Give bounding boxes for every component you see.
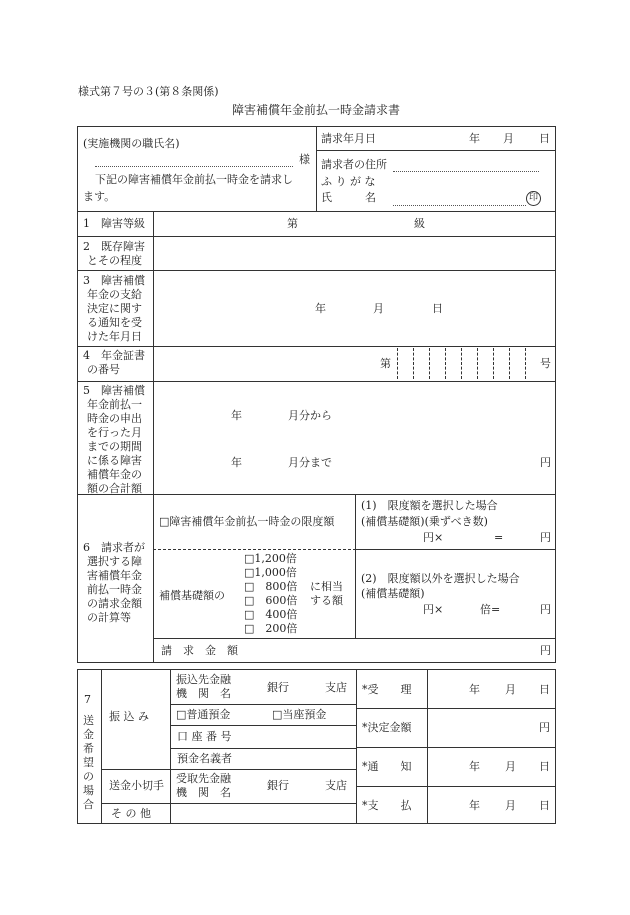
name-label: 氏 名 — [321, 191, 376, 204]
office-payment-day: 日 — [539, 799, 550, 812]
sec6-label-5: の請求金額 — [87, 597, 142, 610]
date-day: 日 — [539, 132, 550, 145]
office-payment-label: *支 払 — [362, 799, 412, 812]
check-label: 送金小切手 — [109, 779, 164, 792]
opt2-times-eq: 倍= — [480, 603, 501, 616]
period-label-2: 年金前払一 — [87, 398, 142, 411]
date-label: 請求年月日 — [321, 132, 376, 145]
page-title: 障害補償年金前払一時金請求書 — [232, 103, 401, 117]
period-label-3: 時金の申出 — [87, 412, 142, 425]
certificate-label-1: 4 年金証書 — [83, 349, 145, 362]
office-payment-year: 年 — [469, 799, 480, 812]
office-decided-amount-yen: 円 — [539, 721, 550, 734]
opt1-eq: = — [494, 531, 504, 544]
period-to: 月分まで — [288, 456, 332, 469]
sec6-label-3: 害補償年金 — [87, 569, 142, 582]
multiplier-1000-checkbox[interactable]: □1,000倍 — [244, 566, 297, 579]
period-yen: 円 — [540, 456, 551, 469]
date-year: 年 — [469, 132, 480, 145]
recv-branch: 支店 — [325, 779, 347, 792]
certificate-dai: 第 — [380, 357, 391, 370]
recv-bank: 銀行 — [267, 779, 289, 792]
certificate-label-2: の番号 — [87, 363, 120, 376]
period-label-8: 額の合計額 — [87, 482, 142, 495]
opt2-title: (2) 限度額以外を選択した場合 — [361, 572, 520, 585]
decision-year: 年 — [315, 302, 326, 315]
decision-date-label-3: 決定に関す — [87, 302, 142, 315]
sec7-number: 7 — [84, 693, 91, 706]
office-payment-month: 月 — [505, 799, 516, 812]
office-notice-label: *通 知 — [362, 760, 412, 773]
period-label-7: 補償年金の — [87, 468, 142, 481]
period-from: 月分から — [288, 409, 332, 422]
opt1-yen-x: 円× — [423, 531, 444, 544]
equiv-1: に相当 — [310, 580, 343, 593]
seal-icon: 印 — [526, 191, 541, 206]
form-number: 様式第７号の３(第８条関係) — [78, 85, 219, 98]
sec6-label-4: 前払一時金 — [87, 583, 142, 596]
request-line-1: 下記の障害補償年金前払一時金を請求し — [95, 173, 293, 186]
period-label-6: に係る障害 — [87, 454, 142, 467]
current-deposit-checkbox[interactable]: □当座預金 — [272, 708, 327, 721]
institution-name-field[interactable] — [95, 166, 293, 167]
basic-amount-label: 補償基礎額の — [159, 589, 225, 602]
opt2-yen-x: 円× — [423, 603, 444, 616]
grade-label: 1 障害等級 — [83, 217, 145, 230]
multiplier-1200-checkbox[interactable]: □1,200倍 — [244, 552, 297, 565]
date-month: 月 — [503, 132, 514, 145]
recv-bank-label-1: 受取先金融 — [176, 772, 231, 785]
multiplier-200-checkbox[interactable]: □ 200倍 — [244, 622, 298, 635]
transfer-bank: 銀行 — [267, 681, 289, 694]
multiplier-600-checkbox[interactable]: □ 600倍 — [244, 594, 298, 607]
limit-option-checkbox[interactable]: □障害補償年金前払一時金の限度額 — [159, 515, 335, 528]
account-holder-label: 預金名義者 — [177, 752, 232, 765]
office-received-year: 年 — [469, 683, 480, 696]
equiv-2: する額 — [310, 594, 343, 607]
multiplier-400-checkbox[interactable]: □ 400倍 — [244, 608, 298, 621]
account-number-label: 口 座 番 号 — [177, 730, 232, 743]
decision-month: 月 — [373, 302, 384, 315]
opt1-sub: (補償基礎額)(乗ずべき数) — [361, 515, 488, 528]
transfer-branch: 支店 — [325, 681, 347, 694]
recv-bank-label-2: 機 関 名 — [176, 786, 231, 799]
office-decided-amount-label: *決定金額 — [362, 721, 412, 734]
certificate-go: 号 — [540, 357, 551, 370]
decision-date-label-1: 3 障害補償 — [83, 274, 145, 287]
office-notice-year: 年 — [469, 760, 480, 773]
period-to-year: 年 — [231, 456, 242, 469]
transfer-label: 振 込 み — [109, 710, 149, 723]
grade-kyu: 級 — [414, 217, 425, 230]
address-label: 請求者の住所 — [321, 158, 387, 171]
opt1-title: (1) 限度額を選択した場合 — [361, 499, 498, 512]
office-notice-month: 月 — [505, 760, 516, 773]
opt2-sub: (補償基礎額) — [361, 587, 425, 600]
office-received-day: 日 — [539, 683, 550, 696]
period-label-4: を行った月 — [87, 426, 142, 439]
office-received-month: 月 — [505, 683, 516, 696]
sec6-label-1: 6 請求者が — [83, 541, 145, 554]
sec7-vertical-label: 送金希望の場合 — [83, 714, 94, 811]
transfer-bank-label-1: 振込先金融 — [176, 673, 231, 686]
office-received-label: *受 理 — [362, 683, 412, 696]
office-notice-day: 日 — [539, 760, 550, 773]
multiplier-800-checkbox[interactable]: □ 800倍 — [244, 580, 298, 593]
sec6-label-2: 選択する障 — [87, 555, 142, 568]
sec6-label-6: の計算等 — [87, 611, 131, 624]
decision-day: 日 — [432, 302, 443, 315]
other-label: そ の 他 — [111, 807, 151, 820]
request-line-2: ます。 — [83, 190, 116, 203]
ordinary-deposit-checkbox[interactable]: □普通預金 — [176, 708, 231, 721]
honorific: 様 — [299, 153, 310, 166]
period-label-5: までの期間 — [87, 440, 142, 453]
opt2-yen: 円 — [540, 603, 551, 616]
opt1-yen: 円 — [540, 531, 551, 544]
period-from-year: 年 — [231, 409, 242, 422]
institution-label: (実施機関の職氏名) — [83, 137, 180, 150]
address-field[interactable] — [393, 171, 539, 172]
decision-date-label-4: る通知を受 — [87, 316, 142, 329]
decision-date-label-2: 年金の支給 — [87, 288, 142, 301]
grade-dai: 第 — [287, 217, 298, 230]
existing-disability-label-2: とその程度 — [87, 254, 142, 267]
name-field[interactable] — [393, 205, 526, 206]
period-label-1: 5 障害補償 — [83, 384, 145, 397]
transfer-bank-label-2: 機 関 名 — [176, 687, 231, 700]
claim-amount-label: 請 求 金 額 — [161, 644, 238, 657]
claim-amount-yen: 円 — [540, 644, 551, 657]
furigana-label: ふ り が な — [321, 175, 376, 188]
existing-disability-label-1: 2 既存障害 — [83, 240, 145, 253]
decision-date-label-5: けた年月日 — [87, 330, 142, 343]
